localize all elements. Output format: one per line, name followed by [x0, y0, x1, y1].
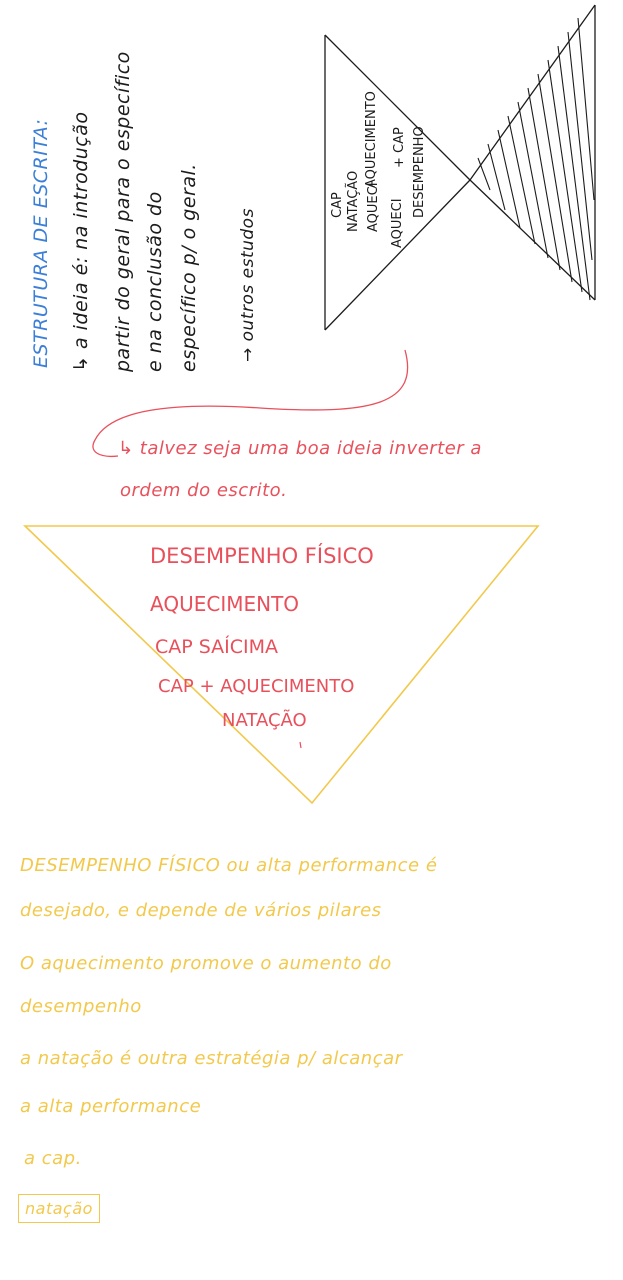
small-tick-mark: [300, 742, 301, 748]
hourglass-label-aqueci-2: AQUECI: [390, 198, 405, 248]
triangle-item-cap-saicima: CAP SAÍCIMA: [155, 636, 279, 658]
hourglass-label-cap: CAP: [330, 192, 345, 218]
hourglass-label-plus-cap: + CAP: [392, 127, 407, 168]
triangle-item-desempenho: DESEMPENHO FÍSICO: [150, 544, 374, 568]
note-bullet: → outros estudos: [238, 208, 258, 362]
hourglass-label-aquecimento: AQUECIMENTO: [364, 91, 379, 188]
hourglass-label-desempenho: DESEMPENHO: [412, 126, 427, 218]
hourglass-hatching: [478, 18, 594, 300]
red-note-line-1: ↳ talvez seja uma boa ideia inverter a: [118, 438, 482, 459]
red-note-line-2: ordem do escrito.: [120, 480, 288, 501]
structure-title: ESTRUTURA DE ESCRITA:: [30, 118, 52, 368]
hourglass-label-natacao: NATAÇÃO: [346, 170, 361, 232]
yellow-note-line-5: a natação é outra estratégia p/ alcançar: [20, 1048, 403, 1069]
yellow-note-line-2: desejado, e depende de vários pilares: [20, 900, 382, 921]
note-line-1: ↳ a ideia é: na introdução: [70, 111, 92, 372]
note-line-2: partir do geral para o específico: [112, 51, 134, 372]
yellow-note-line-6: a alta performance: [20, 1096, 202, 1117]
yellow-note-line-7: a cap.: [24, 1148, 82, 1169]
yellow-note-line-1: DESEMPENHO FÍSICO ou alta performance é: [20, 855, 438, 876]
yellow-note-line-4: desempenho: [20, 996, 142, 1017]
hourglass-label-aqueci-1: AQUECI: [366, 182, 381, 232]
triangle-item-cap-aquecimento: CAP + AQUECIMENTO: [158, 676, 355, 697]
triangle-item-aquecimento: AQUECIMENTO: [150, 592, 300, 616]
yellow-note-line-3: O aquecimento promove o aumento do: [20, 953, 392, 974]
boxed-natacao: natação: [18, 1194, 100, 1223]
note-line-4: específico p/ o geral.: [178, 163, 200, 372]
triangle-item-natacao: NATAÇÃO: [222, 710, 307, 731]
note-line-3: e na conclusão do: [144, 191, 166, 372]
